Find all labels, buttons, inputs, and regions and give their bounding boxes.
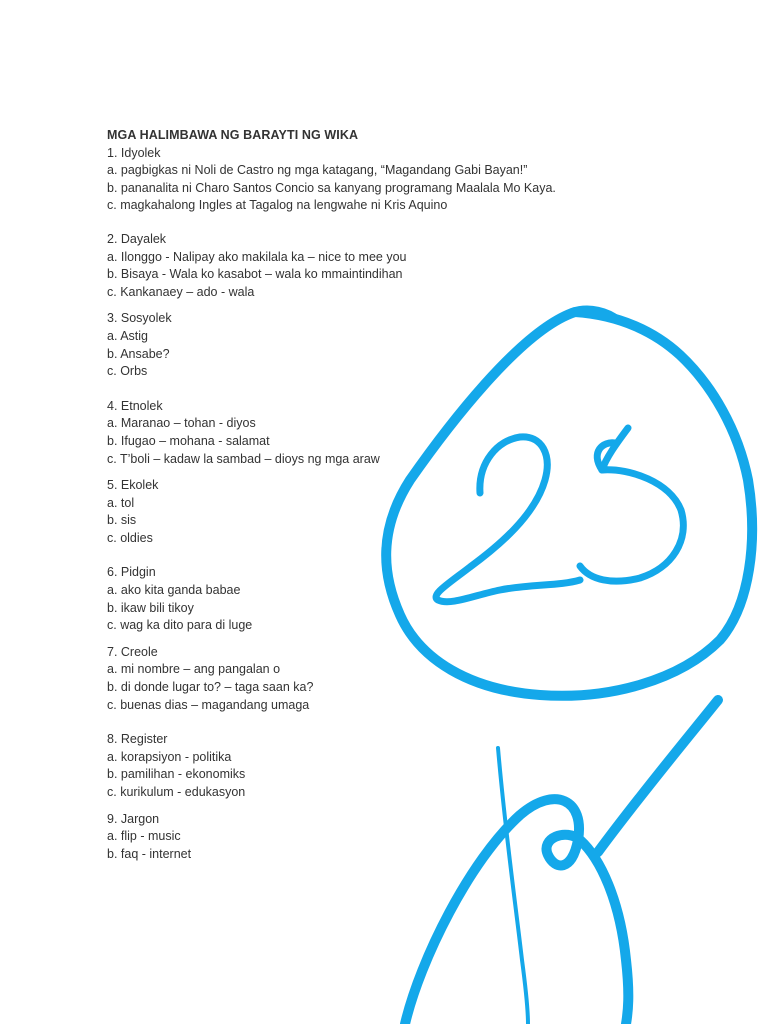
document-title: MGA HALIMBAWA NG BARAYTI NG WIKA <box>107 128 359 142</box>
list-item: a. Maranao – tohan - diyos <box>107 416 256 431</box>
list-item: c. oldies <box>107 530 153 545</box>
section-heading: 7. Creole <box>107 644 158 659</box>
section-heading: 1. Idyolek <box>107 145 161 160</box>
section-pidgin <box>107 564 707 634</box>
section-idyolek <box>107 145 707 215</box>
section-heading: 9. Jargon <box>107 811 160 826</box>
list-item: a. tol <box>107 495 135 510</box>
list-item: a. Astig <box>107 328 148 343</box>
list-item: a. korapsiyon - politika <box>107 749 232 764</box>
list-item: b. pamilihan - ekonomiks <box>107 767 246 782</box>
list-item: a. flip - music <box>107 829 181 844</box>
list-item: a. ako kita ganda babae <box>107 583 241 598</box>
list-item: a. pagbigkas ni Noli de Castro ng mga katagang, “Magandang Gabi Bayan!” <box>107 163 528 178</box>
list-item: c. kurikulum - edukasyon <box>107 785 246 799</box>
section-dayalek <box>107 231 707 301</box>
list-item: c. magkahalong Ingles at Tagalog na lengwahe ni Kris Aquino <box>107 198 448 213</box>
section-heading: 3. Sosyolek <box>107 311 172 326</box>
list-item: c. T’boli – kadaw la sambad – dioys ng mga araw <box>107 451 380 466</box>
section-etnolek <box>107 398 707 468</box>
section-ekolek <box>107 477 707 547</box>
section-register <box>107 731 707 801</box>
list-item: c. buenas dias – magandang umaga <box>107 697 310 712</box>
list-item: b. ikaw bili tikoy <box>107 600 194 615</box>
list-item: b. Bisaya - Wala ko kasabot – wala ko mmaintindihan <box>107 267 403 282</box>
list-item: b. di donde lugar to? – taga saan ka? <box>107 680 314 695</box>
section-heading: 8. Register <box>107 732 168 747</box>
list-item: b. pananalita ni Charo Santos Concio sa kanyang programang Maalala Mo Kaya. <box>107 180 556 195</box>
section-creole <box>107 644 707 714</box>
list-item: b. Ansabe? <box>107 346 170 361</box>
section-heading: 2. Dayalek <box>107 231 167 246</box>
list-item: c. Orbs <box>107 364 148 379</box>
section-sosyolek <box>107 310 707 380</box>
section-heading: 6. Pidgin <box>107 565 156 580</box>
list-item: b. Ifugao – mohana - salamat <box>107 433 270 448</box>
section-heading: 4. Etnolek <box>107 398 163 413</box>
list-item: a. Ilonggo - Nalipay ako makilala ka – nice to mee you <box>107 249 407 264</box>
list-item: c. Kankanaey – ado - wala <box>107 284 255 299</box>
document-body <box>107 127 707 863</box>
section-jargon <box>107 811 707 864</box>
list-item: b. faq - internet <box>107 846 192 861</box>
list-item: b. sis <box>107 513 137 528</box>
section-heading: 5. Ekolek <box>107 478 159 493</box>
list-item: c. wag ka dito para di luge <box>107 618 253 633</box>
list-item: a. mi nombre – ang pangalan o <box>107 662 281 677</box>
